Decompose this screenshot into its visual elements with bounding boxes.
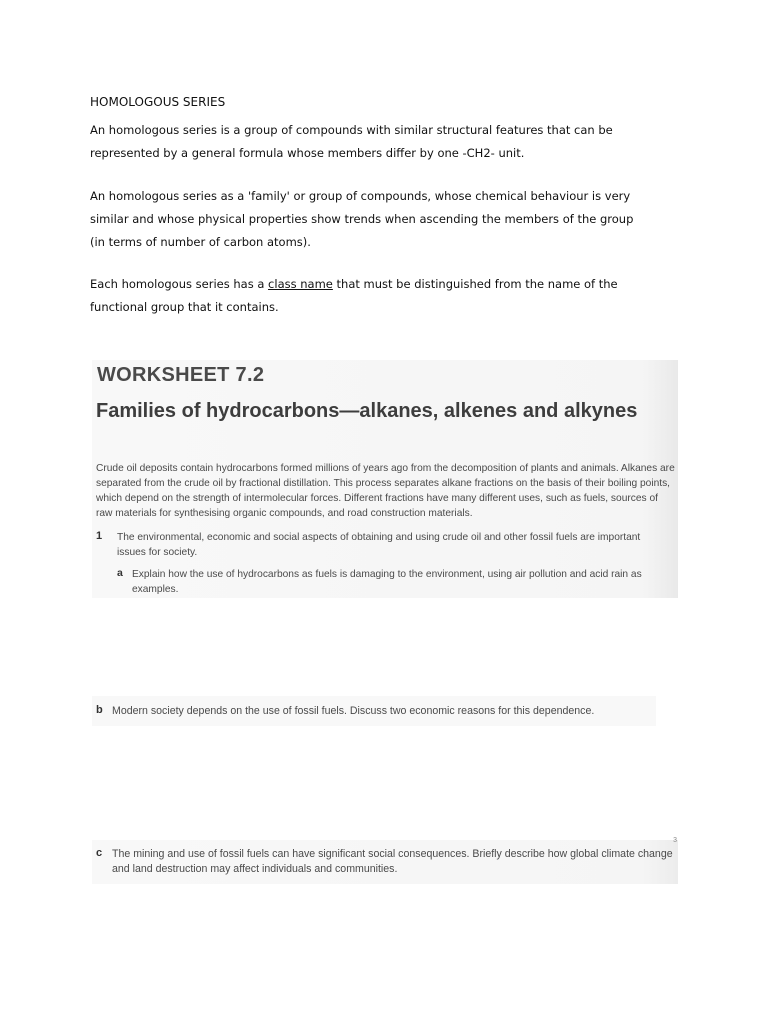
class-name-term: class name xyxy=(268,277,333,291)
page-number-mark: 3 xyxy=(673,837,677,844)
question-1-text: The environmental, economic and social aspects of obtaining and using crude oil and other fossil fuels are important issues for society. xyxy=(117,532,641,558)
paragraph-class-name-start: Each homologous series has a xyxy=(90,277,269,291)
worksheet-intro: Crude oil deposits contain hydrocarbons formed millions of years ago from the decomposition of plants and animals. Alkanes are separated from the crude oil by fractional distillation. This process separates alkane fractions on the basis of their boiling points, which depend on the strength of intermolecular forces. Different fractions have many different uses, such as fuels, sources of raw materials for synthesising organic compounds, and road construction materials. xyxy=(96,463,675,519)
question-a-text: Explain how the use of hydrocarbons as fuels is damaging to the environment, using air pollution and acid rain as examples. xyxy=(132,569,642,595)
worksheet-title: Families of hydrocarbons—alkanes, alkenes and alkynes xyxy=(96,400,638,422)
question-c-text: The mining and use of fossil fuels can have significant social consequences. Briefly describe how global climate change and land destruction may affect individuals and communities. xyxy=(112,848,673,875)
question-1-number: 1 xyxy=(96,530,103,542)
worksheet-scan-b xyxy=(92,696,656,726)
paragraph-definition: An homologous series is a group of compounds with similar structural features that can be represented by a general formula whose members differ by one -CH2- unit. xyxy=(90,123,613,160)
paragraph-family: An homologous series as a 'family' or group of compounds, whose chemical behaviour is very similar and whose physical properties show trends when ascending the members of the group (in terms of number of carbon atoms). xyxy=(90,189,634,249)
question-b-label: b xyxy=(96,704,103,716)
paragraph-class-name-end: that must be distinguished from the name of the functional group that it contains. xyxy=(90,277,618,314)
question-c-label: c xyxy=(96,847,103,859)
worksheet-scan-c xyxy=(92,837,678,884)
worksheet-number: WORKSHEET 7.2 xyxy=(97,364,265,386)
paragraph-class-name xyxy=(90,273,650,319)
worksheet-scan-top xyxy=(92,360,678,598)
document-title: HOMOLOGOUS SERIES xyxy=(90,95,226,109)
question-b-text: Modern society depends on the use of fossil fuels. Discuss two economic reasons for this dependence. xyxy=(112,705,595,717)
question-a-label: a xyxy=(117,567,123,579)
